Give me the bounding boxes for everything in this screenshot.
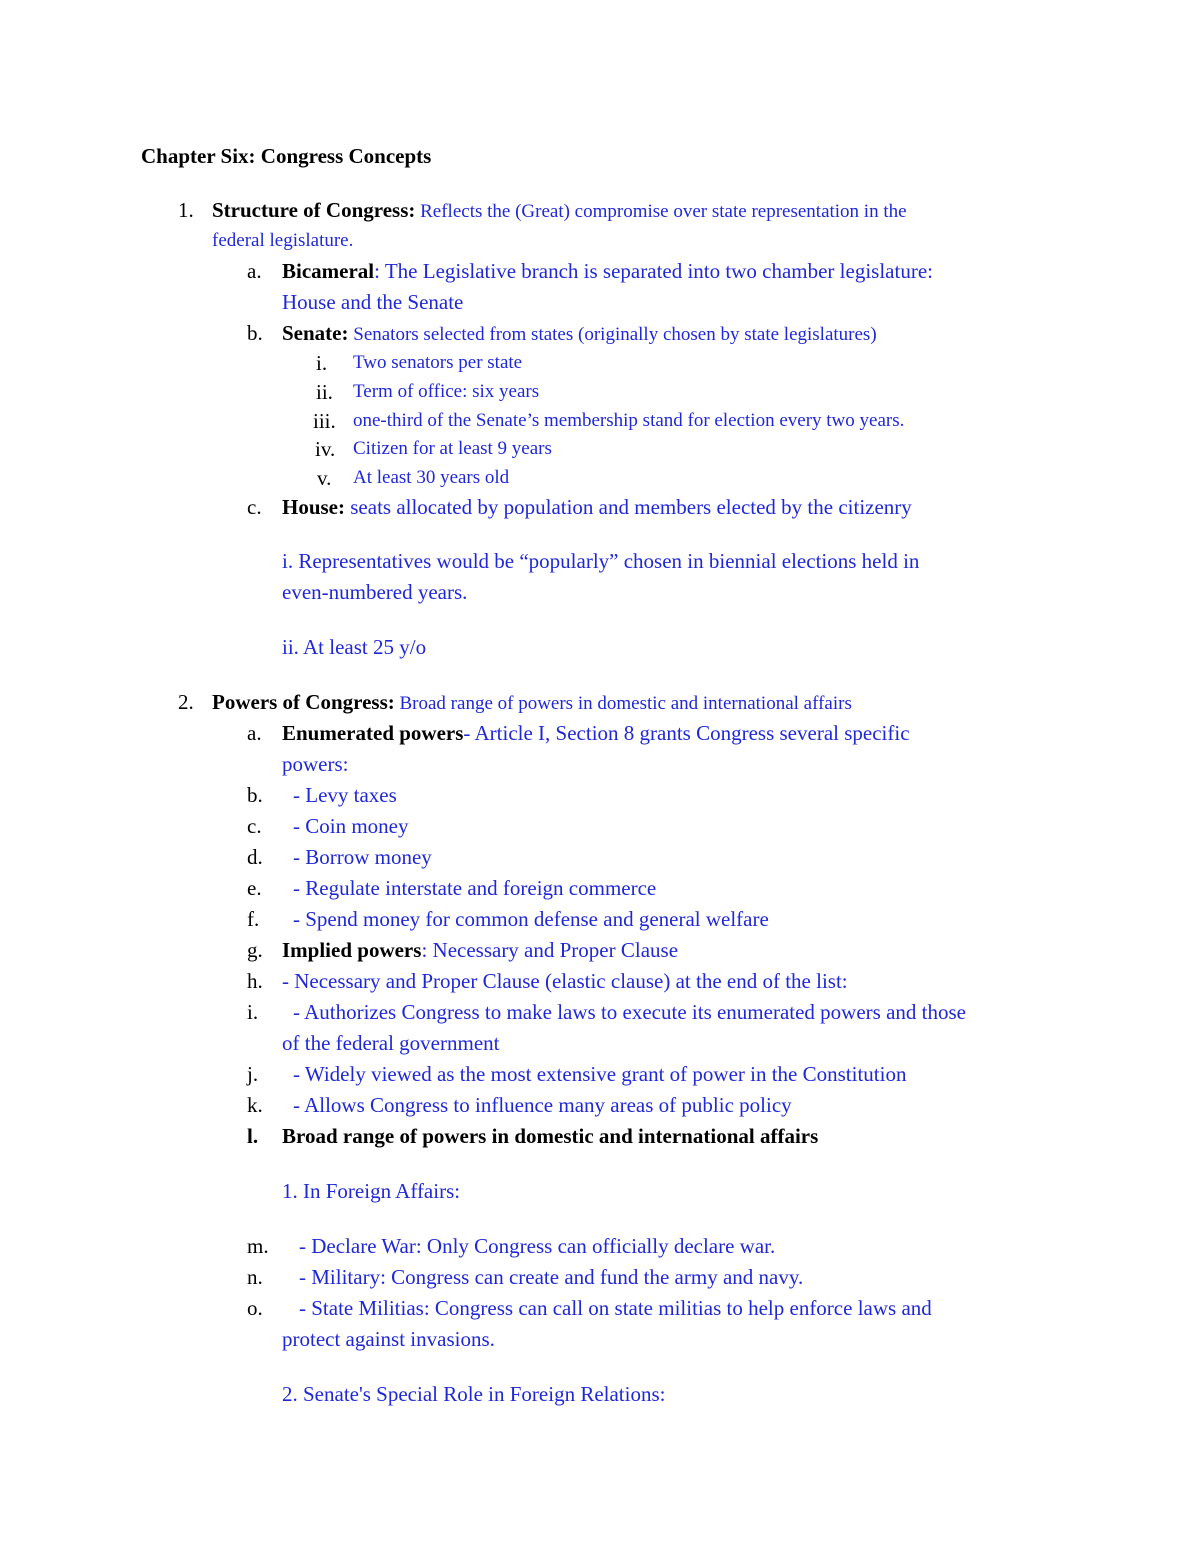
list-marker: l. bbox=[247, 1124, 259, 1148]
list-marker: o. bbox=[247, 1296, 263, 1320]
list-marker: 2. bbox=[178, 690, 194, 714]
list-item: of the federal government bbox=[282, 1031, 500, 1055]
list-marker: a. bbox=[247, 721, 262, 745]
list-marker: ii. bbox=[316, 380, 333, 404]
section-text: federal legislature. bbox=[212, 230, 354, 251]
list-marker: j. bbox=[247, 1062, 259, 1086]
list-item: - Borrow money bbox=[293, 845, 432, 869]
item-title: Senate: bbox=[282, 321, 349, 345]
item-text: House and the Senate bbox=[282, 290, 464, 314]
item-text: powers: bbox=[282, 752, 349, 776]
list-item: - Declare War: Only Congress can officially declare war. bbox=[299, 1234, 776, 1258]
list-item: - Necessary and Proper Clause (elastic clause) at the end of the list: bbox=[282, 969, 848, 993]
list-item: protect against invasions. bbox=[282, 1327, 495, 1351]
section-heading bbox=[212, 692, 852, 713]
section-title: Powers of Congress: bbox=[212, 690, 395, 714]
list-marker: c. bbox=[247, 495, 262, 519]
list-marker: a. bbox=[247, 259, 262, 283]
list-marker: c. bbox=[247, 814, 262, 838]
list-item bbox=[282, 940, 678, 961]
paragraph: i. Representatives would be “popularly” chosen in biennial elections held in bbox=[282, 549, 920, 573]
list-item: Citizen for at least 9 years bbox=[353, 438, 552, 459]
paragraph: 2. Senate's Special Role in Foreign Relations: bbox=[282, 1382, 666, 1406]
list-item bbox=[282, 497, 912, 518]
list-item: - Spend money for common defense and general welfare bbox=[293, 907, 769, 931]
item-text: seats allocated by population and members elected by the citizenry bbox=[345, 495, 912, 519]
list-item: - Military: Congress can create and fund the army and navy. bbox=[299, 1265, 804, 1289]
list-item: Two senators per state bbox=[353, 352, 523, 373]
page-title: Chapter Six: Congress Concepts bbox=[141, 144, 432, 168]
item-text: : The Legislative branch is separated into two chamber legislature: bbox=[374, 259, 933, 283]
section-title: Structure of Congress: bbox=[212, 198, 416, 222]
list-marker: b. bbox=[247, 783, 263, 807]
item-text: - Article I, Section 8 grants Congress several specific bbox=[463, 721, 910, 745]
item-title: Implied powers bbox=[282, 938, 422, 962]
list-item: Broad range of powers in domestic and international affairs bbox=[282, 1124, 819, 1148]
list-item: - Coin money bbox=[293, 814, 409, 838]
list-marker: iii. bbox=[313, 409, 336, 433]
list-item: one-third of the Senate’s membership stand for election every two years. bbox=[353, 410, 905, 431]
list-marker: k. bbox=[247, 1093, 263, 1117]
list-item: Term of office: six years bbox=[353, 381, 540, 402]
list-item: - Authorizes Congress to make laws to execute its enumerated powers and those bbox=[293, 1000, 966, 1024]
list-marker: b. bbox=[247, 321, 263, 345]
paragraph: ii. At least 25 y/o bbox=[282, 635, 427, 659]
item-title: House: bbox=[282, 495, 345, 519]
paragraph: 1. In Foreign Affairs: bbox=[282, 1179, 461, 1203]
list-marker: f. bbox=[247, 907, 260, 931]
list-item: - Allows Congress to influence many areas of public policy bbox=[293, 1093, 792, 1117]
list-marker: h. bbox=[247, 969, 263, 993]
section-text: Broad range of powers in domestic and international affairs bbox=[394, 693, 852, 714]
list-item: - Regulate interstate and foreign commerce bbox=[293, 876, 657, 900]
list-item bbox=[282, 723, 910, 744]
list-marker: d. bbox=[247, 845, 263, 869]
list-marker: i. bbox=[316, 351, 328, 375]
list-marker: e. bbox=[247, 876, 262, 900]
list-item: - Levy taxes bbox=[293, 783, 397, 807]
list-marker: 1. bbox=[178, 198, 194, 222]
list-marker: m. bbox=[247, 1234, 269, 1258]
item-title: Bicameral bbox=[282, 259, 375, 283]
list-item bbox=[282, 261, 933, 282]
section-heading bbox=[212, 200, 907, 221]
list-item: - Widely viewed as the most extensive grant of power in the Constitution bbox=[293, 1062, 907, 1086]
list-marker: iv. bbox=[315, 437, 336, 461]
list-marker: n. bbox=[247, 1265, 263, 1289]
item-title: Enumerated powers bbox=[282, 721, 464, 745]
list-item bbox=[282, 323, 877, 344]
paragraph: even-numbered years. bbox=[282, 580, 468, 604]
list-marker: v. bbox=[317, 466, 332, 490]
list-marker: g. bbox=[247, 938, 263, 962]
list-marker: i. bbox=[247, 1000, 259, 1024]
section-text: Reflects the (Great) compromise over state representation in the bbox=[415, 201, 907, 222]
list-item: - State Militias: Congress can call on state militias to help enforce laws and bbox=[299, 1296, 932, 1320]
item-text: Senators selected from states (originally chosen by state legislatures) bbox=[348, 324, 877, 345]
list-item: At least 30 years old bbox=[353, 467, 510, 488]
item-text: : Necessary and Proper Clause bbox=[421, 938, 679, 962]
